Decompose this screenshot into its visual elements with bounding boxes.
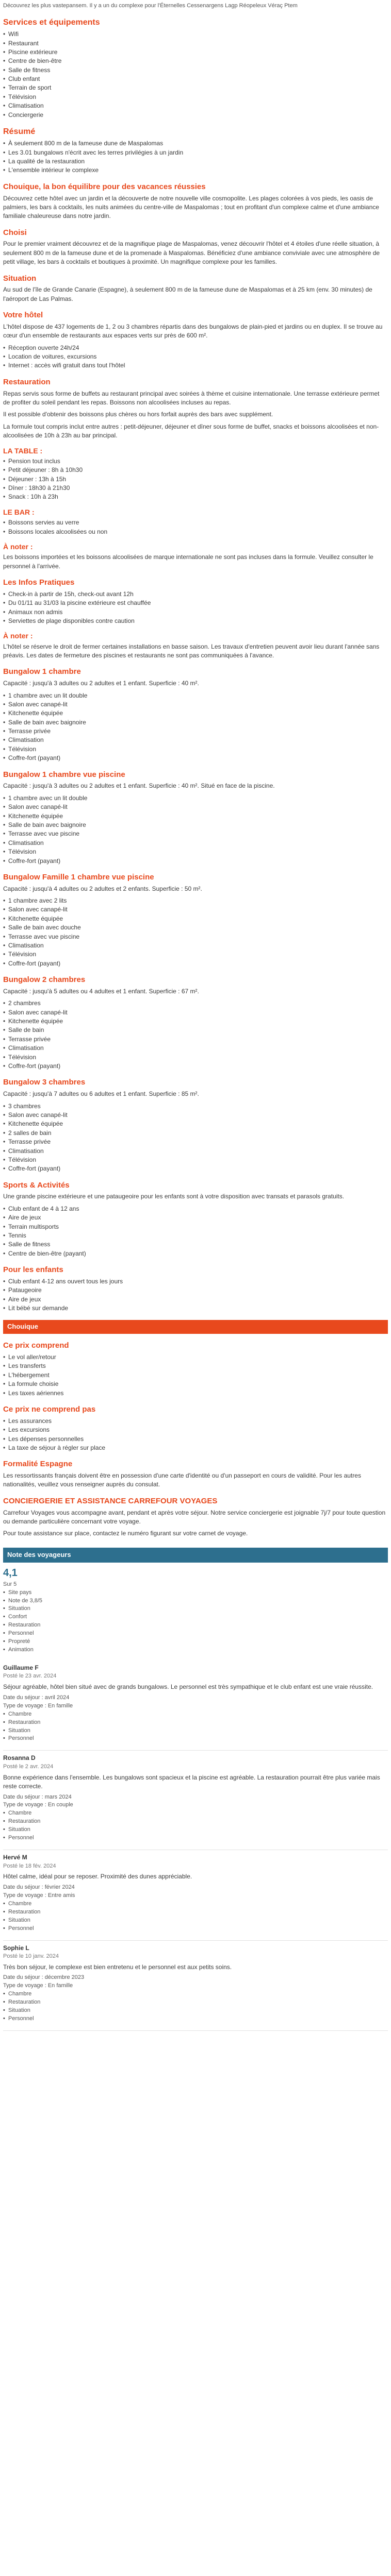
- list-item: • À seulement 800 m de la fameuse dune de Maspalomas: [3, 139, 388, 148]
- list-item: • Situation: [3, 1605, 388, 1613]
- list-item: • Les 3.01 bungalows n'écrit avec les terres privilégies à un jardin: [3, 148, 388, 157]
- review-stay-date: Date du séjour : mars 2024: [3, 1793, 72, 1800]
- bar-list: [3, 518, 388, 536]
- review-trip-type: Type de voyage : En famille: [3, 1982, 73, 1989]
- list-item: • L'ensemble intérieur le complexe: [3, 166, 388, 175]
- review-author: Sophie L: [3, 1944, 29, 1952]
- hotel-text: L'hôtel dispose de 437 logements de 1, 2 ou 3 chambres répartis dans des bungalows de plain-pied et jardins ou en duplex. Il se trouve au cœur d'un ensemble de restaurants aux espaces verts sur près de 600 m².: [3, 323, 383, 340]
- room-title: Bungalow 3 chambres: [3, 1078, 86, 1087]
- list-item: • Salon avec canapé-lit: [3, 1111, 388, 1120]
- list-item: • Salle de fitness: [3, 1240, 388, 1249]
- list-item: • Les taxes aériennes: [3, 1389, 388, 1398]
- oasis-title: Chouique, la bon équilibre pour des vacances réussies: [3, 182, 206, 191]
- list-item: • Restaurant: [3, 39, 388, 48]
- list-item: • Coffre-fort (payant): [3, 754, 388, 762]
- list-item: • Club enfant: [3, 75, 388, 83]
- formule-list: [3, 457, 388, 502]
- services-list: [3, 30, 388, 120]
- review-item: [3, 1941, 388, 2031]
- list-item: • Situation: [3, 1727, 388, 1735]
- resume-title: Résumé: [3, 127, 36, 137]
- list-item: • Le vol aller/retour: [3, 1353, 388, 1362]
- review-meta: Posté le 2 avr. 2024: [3, 1763, 54, 1770]
- review-text: Séjour agréable, hôtel bien situé avec de grands bungalows. Le personnel est très sympathique et le club enfant est une vraie réussite.: [3, 1683, 373, 1691]
- list-item: • Chambre: [3, 1900, 388, 1908]
- list-item: • Salon avec canapé-lit: [3, 905, 388, 914]
- list-item: • Aire de jeux: [3, 1213, 388, 1222]
- list-item: • Terrasse privée: [3, 1035, 388, 1044]
- list-item: • Kitchenette équipée: [3, 709, 388, 718]
- list-item: • Situation: [3, 1917, 388, 1925]
- list-item: • 1 chambre avec un lit double: [3, 691, 388, 700]
- list-item: • Terrain de sport: [3, 83, 388, 92]
- list-item: • Salon avec canapé-lit: [3, 803, 388, 811]
- room-block: [3, 1077, 388, 1173]
- list-item: • Télévision: [3, 848, 388, 856]
- list-item: • Salle de bain avec baignoire: [3, 821, 388, 829]
- review-trip-type: Type de voyage : En famille: [3, 1702, 73, 1709]
- list-item: • Pension tout inclus: [3, 457, 388, 466]
- list-item: • Salon avec canapé-lit: [3, 1008, 388, 1017]
- enfants-list: [3, 1277, 388, 1313]
- review-author: Guillaume F: [3, 1664, 39, 1672]
- review-item: [3, 1660, 388, 1751]
- list-item: • Lit bébé sur demande: [3, 1304, 388, 1313]
- list-item: • Club enfant de 4 à 12 ans: [3, 1205, 388, 1213]
- review-text: Très bon séjour, le complexe est bien entretenu et le personnel est aux petits soins.: [3, 1963, 232, 1971]
- hotel-title: Votre hôtel: [3, 311, 43, 320]
- list-item: • Conciergerie: [3, 111, 388, 120]
- restauration-text: Repas servis sous forme de buffets au restaurant principal avec soirées à thème et cuisine internationale. Une terrasse extérieure permet de profiter du soleil pendant les repas. Boissons non alcoolisées incluses au repas.: [3, 389, 380, 406]
- list-item: • Site pays: [3, 1589, 388, 1597]
- list-item: • Télévision: [3, 1053, 388, 1062]
- restauration-extra: Il est possible d'obtenir des boissons plus chères ou hors forfait auprès des bars avec supplément.: [3, 411, 273, 418]
- list-item: • Kitchenette équipée: [3, 812, 388, 821]
- room-text: Capacité : jusqu'à 3 adultes ou 2 adultes et 1 enfant. Superficie : 40 m². Situé en face de la piscine.: [3, 782, 275, 790]
- list-item: • Dîner : 18h30 à 21h30: [3, 484, 388, 493]
- room-list: [3, 896, 388, 968]
- review-meta: Posté le 18 fév. 2024: [3, 1862, 56, 1869]
- review-scores: [3, 1990, 388, 2023]
- prix-comprend-title: Ce prix comprend: [3, 1341, 69, 1350]
- list-item: • Salle de fitness: [3, 66, 388, 75]
- list-item: • Location de voitures, excursions: [3, 352, 388, 361]
- choisi-text: Pour le premier vraiment découvrez et de la magnifique plage de Maspalomas, venez découvrir l'hôtel et 4 étoiles d'une réelle situation, à seulement 800 m de la fameuse dune et de la promenade à Maspalomas. Bénéficiez d'une ambiance conviviale avec une atmosphère de petit village, les bars à cocktails et boutiques à proximité. Un magnifique complexe pour les familles.: [3, 240, 380, 266]
- chouique-bar: Chouique: [3, 1320, 388, 1334]
- list-item: • L'hébergement: [3, 1371, 388, 1380]
- list-item: • Télévision: [3, 745, 388, 754]
- list-item: • Pataugeoire: [3, 1286, 388, 1295]
- list-item: • Télévision: [3, 950, 388, 959]
- list-item: • Restauration: [3, 1719, 388, 1727]
- sports-list: [3, 1205, 388, 1258]
- review-meta: Posté le 23 avr. 2024: [3, 1673, 57, 1680]
- list-item: • Petit déjeuner : 8h à 10h30: [3, 466, 388, 474]
- choisi-title: Choisi: [3, 228, 27, 237]
- list-item: • Coffre-fort (payant): [3, 1062, 388, 1071]
- prix-ne-comprend-title: Ce prix ne comprend pas: [3, 1405, 96, 1414]
- list-item: • Chambre: [3, 1809, 388, 1818]
- room-block: [3, 769, 388, 866]
- list-item: • Coffre-fort (payant): [3, 1164, 388, 1173]
- list-item: • Climatisation: [3, 941, 388, 950]
- sports-text: Une grande piscine extérieure et une pataugeoire pour les enfants sont à votre disposition avec transats et parasols gratuits.: [3, 1193, 345, 1200]
- list-item: • Boissons servies au verre: [3, 518, 388, 527]
- list-item: • Coffre-fort (payant): [3, 959, 388, 968]
- list-item: • Club enfant 4-12 ans ouvert tous les jours: [3, 1277, 388, 1286]
- room-list: [3, 794, 388, 866]
- room-list: [3, 691, 388, 763]
- reviews-summary: [3, 1563, 388, 1660]
- list-item: • Snack : 10h à 23h: [3, 493, 388, 501]
- enfants-title: Pour les enfants: [3, 1265, 63, 1275]
- bar-title: LE BAR :: [3, 507, 35, 516]
- list-item: • Animation: [3, 1646, 388, 1654]
- room-block: [3, 666, 388, 762]
- services-title: Services et équipements: [3, 18, 100, 27]
- list-item: • Kitchenette équipée: [3, 1120, 388, 1128]
- anoter-text: L'hôtel se réserve le droit de fermer certaines installations en basse saison. Les travaux d'entretien peuvent avoir lieu durant l'année sans préavis. Les dates de fermeture des piscines et restaurants ne sont pas communiquées à l'avance.: [3, 642, 380, 659]
- list-item: • Boissons locales alcoolisées ou non: [3, 528, 388, 536]
- list-item: • Note de 3,8/5: [3, 1597, 388, 1605]
- list-item: • Centre de bien-être (payant): [3, 1249, 388, 1258]
- list-item: • Check-in à partir de 15h, check-out avant 12h: [3, 590, 388, 599]
- oasis-text: Découvrez cette hôtel avec un jardin et la découverte de notre nouvelle ville cosmopolite. Les plages colorées à vos pieds, les oasis de palmiers, les bars à cocktails, les nuits animées du centre-ville de Maspalomas ; tout en profitant d'un complexe calme et d'une ambiance familiale chaleureuse dans notre jardin.: [3, 194, 379, 220]
- intro-text: Découvrez les plus vastepansem. Il y a un du complexe pour l'Éternelles Cessenargens Lagp Réopeleux Véraç Ptem: [3, 3, 298, 9]
- review-author: Hervé M: [3, 1854, 27, 1861]
- restauration-formula: La formule tout compris inclut entre autres : petit-déjeuner, déjeuner et dîner sous forme de buffet, snacks et boissons alcoolisées et non-alcoolisées de 10h à 23h au bar principal.: [3, 422, 379, 439]
- list-item: • Wifi: [3, 30, 388, 39]
- list-item: • Terrasse avec vue piscine: [3, 933, 388, 941]
- list-item: • Centre de bien-être: [3, 57, 388, 65]
- list-item: • Salle de bain avec baignoire: [3, 718, 388, 727]
- room-list: [3, 999, 388, 1071]
- list-item: • Situation: [3, 1826, 388, 1834]
- list-item: • Les assurances: [3, 1417, 388, 1426]
- formalites-title: Formalité Espagne: [3, 1460, 73, 1469]
- list-item: • Les excursions: [3, 1426, 388, 1434]
- list-item: • La taxe de séjour à régler sur place: [3, 1444, 388, 1452]
- list-item: • Personnel: [3, 1735, 388, 1743]
- list-item: • Du 01/11 au 31/03 la piscine extérieure est chauffée: [3, 599, 388, 607]
- list-item: • Les dépenses personnelles: [3, 1435, 388, 1444]
- room-title: Bungalow Famille 1 chambre vue piscine: [3, 872, 154, 882]
- review-stay-date: Date du séjour : février 2024: [3, 1884, 75, 1890]
- review-trip-type: Type de voyage : En couple: [3, 1802, 73, 1808]
- list-item: • Situation: [3, 2007, 388, 2015]
- review-author: Rosanna D: [3, 1754, 36, 1762]
- list-item: • Climatisation: [3, 1147, 388, 1156]
- pratiques-list: [3, 590, 388, 626]
- list-item: • Climatisation: [3, 1044, 388, 1053]
- alacarte-title: À noter :: [3, 542, 33, 551]
- conciergerie-text: Carrefour Voyages vous accompagne avant, pendant et après votre séjour. Notre service conciergerie est joignable 7j/7 pour toute question ou demande particulière concernant votre voyage.: [3, 1509, 386, 1526]
- list-item: • Serviettes de plage disponibles contre caution: [3, 617, 388, 625]
- list-item: • Télévision: [3, 93, 388, 101]
- list-item: • Confort: [3, 1613, 388, 1621]
- list-item: • Propreté: [3, 1638, 388, 1646]
- reviews-bar: Note des voyageurs: [3, 1548, 388, 1563]
- room-title: Bungalow 1 chambre vue piscine: [3, 770, 125, 779]
- list-item: • Kitchenette équipée: [3, 914, 388, 923]
- review-meta: Posté le 10 janv. 2024: [3, 1953, 59, 1959]
- review-stay-date: Date du séjour : avril 2024: [3, 1694, 70, 1701]
- list-item: • 1 chambre avec 2 lits: [3, 896, 388, 905]
- review-scores: [3, 1900, 388, 1933]
- prix-comprend-list: [3, 1353, 388, 1398]
- list-item: • Coffre-fort (payant): [3, 857, 388, 866]
- list-item: • 3 chambres: [3, 1102, 388, 1111]
- room-text: Capacité : jusqu'à 5 adultes ou 4 adultes et 1 enfant. Superficie : 67 m².: [3, 987, 199, 995]
- formalites-text: Les ressortissants français doivent être en possession d'une carte d'identité ou d'un passeport en cours de validité. Pour les autres nationalités, veuillez vous renseigner auprès du consulat.: [3, 1472, 361, 1488]
- review-scores: [3, 1809, 388, 1842]
- conciergerie-title: CONCIERGERIE ET ASSISTANCE CARREFOUR VOYAGES: [3, 1496, 218, 1505]
- list-item: • Terrasse privée: [3, 1138, 388, 1146]
- room-block: [3, 974, 388, 1071]
- review-score: 4,1: [3, 1567, 18, 1579]
- conciergerie-text2: Pour toute assistance sur place, contactez le numéro figurant sur votre carnet de voyage.: [3, 1530, 248, 1537]
- room-title: Bungalow 1 chambre: [3, 667, 81, 676]
- list-item: • Piscine extérieure: [3, 48, 388, 57]
- list-item: • Tennis: [3, 1231, 388, 1240]
- list-item: • Déjeuner : 13h à 15h: [3, 475, 388, 484]
- resume-list: [3, 139, 388, 175]
- list-item: • Climatisation: [3, 736, 388, 744]
- room-title: Bungalow 2 chambres: [3, 975, 86, 985]
- situation-title: Situation: [3, 274, 37, 283]
- situation-text: Au sud de l'île de Grande Canarie (Espagne), à seulement 800 m de la fameuse dune de Maspalomas et à 25 km (env. 30 minutes) de l'aéroport de Las Palmas.: [3, 286, 372, 302]
- list-item: • Salle de bain: [3, 1026, 388, 1035]
- review-score-max: Sur 5: [3, 1581, 17, 1587]
- list-item: • 2 chambres: [3, 999, 388, 1008]
- room-block: [3, 872, 388, 968]
- list-item: • Restauration: [3, 1818, 388, 1826]
- list-item: • Personnel: [3, 1834, 388, 1842]
- review-criteria: [3, 1589, 388, 1655]
- formule-title: LA TABLE :: [3, 446, 43, 455]
- room-list: [3, 1102, 388, 1174]
- review-item: [3, 1751, 388, 1850]
- list-item: • Personnel: [3, 1630, 388, 1638]
- list-item: • Animaux non admis: [3, 608, 388, 617]
- list-item: • 1 chambre avec un lit double: [3, 794, 388, 803]
- list-item: • Terrain multisports: [3, 1223, 388, 1231]
- list-item: • Restauration: [3, 1908, 388, 1917]
- list-item: • Climatisation: [3, 101, 388, 110]
- review-trip-type: Type de voyage : Entre amis: [3, 1892, 75, 1899]
- room-text: Capacité : jusqu'à 7 adultes ou 6 adultes et 1 enfant. Superficie : 85 m².: [3, 1090, 199, 1098]
- list-item: • Restauration: [3, 1621, 388, 1630]
- list-item: • Kitchenette équipée: [3, 1017, 388, 1026]
- list-item: • Chambre: [3, 1990, 388, 1998]
- rooms-section: [3, 666, 388, 1173]
- room-text: Capacité : jusqu'à 4 adultes ou 2 adultes et 2 enfants. Superficie : 50 m².: [3, 885, 202, 892]
- list-item: • Salon avec canapé-lit: [3, 700, 388, 709]
- list-item: • La qualité de la restauration: [3, 157, 388, 166]
- review-scores: [3, 1710, 388, 1743]
- list-item: • Personnel: [3, 1925, 388, 1933]
- list-item: • Télévision: [3, 1156, 388, 1164]
- list-item: • Internet : accès wifi gratuit dans tout l'hôtel: [3, 361, 388, 370]
- list-item: • Réception ouverte 24h/24: [3, 344, 388, 352]
- pratiques-title: Les Infos Pratiques: [3, 578, 75, 587]
- review-item: [3, 1850, 388, 1940]
- review-text: Bonne expérience dans l'ensemble. Les bungalows sont spacieux et la piscine est agréable. La restauration pourrait être plus variée mais reste correcte.: [3, 1773, 380, 1790]
- list-item: • Terrasse privée: [3, 727, 388, 736]
- list-item: • Aire de jeux: [3, 1295, 388, 1304]
- restauration-title: Restauration: [3, 377, 51, 386]
- review-text: Hôtel calme, idéal pour se reposer. Proximité des dunes appréciable.: [3, 1873, 192, 1880]
- list-item: • Salle de bain avec douche: [3, 923, 388, 932]
- list-item: • Terrasse avec vue piscine: [3, 829, 388, 838]
- room-text: Capacité : jusqu'à 3 adultes ou 2 adultes et 1 enfant. Superficie : 40 m².: [3, 680, 199, 687]
- list-item: • Restauration: [3, 1998, 388, 2007]
- sports-title: Sports & Activités: [3, 1180, 70, 1190]
- anoter-title: À noter :: [3, 632, 33, 640]
- hotel-list: [3, 344, 388, 370]
- prix-ne-comprend-list: [3, 1417, 388, 1453]
- list-item: • 2 salles de bain: [3, 1129, 388, 1138]
- review-stay-date: Date du séjour : décembre 2023: [3, 1974, 85, 1981]
- list-item: • Climatisation: [3, 839, 388, 848]
- list-item: • Les transferts: [3, 1362, 388, 1370]
- list-item: • Chambre: [3, 1710, 388, 1719]
- list-item: • La formule choisie: [3, 1380, 388, 1388]
- list-item: • Personnel: [3, 2015, 388, 2023]
- alacarte-text: Les boissons importées et les boissons alcoolisées de marque internationale ne sont pas incluses dans la formule. Veuillez consulter le personnel à l'arrivée.: [3, 553, 373, 570]
